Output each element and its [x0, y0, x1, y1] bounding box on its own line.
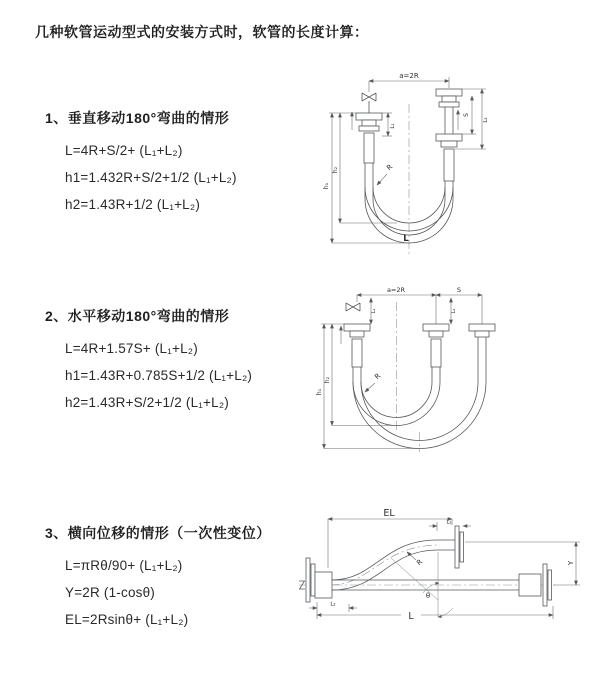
dimension-l1	[382, 113, 396, 136]
dimension-s	[462, 89, 486, 134]
dim-label-h1: h₁	[316, 388, 323, 396]
dimension-h1	[316, 324, 419, 449]
angle-label: θ	[425, 592, 431, 600]
section-lateral-displacement	[45, 523, 337, 633]
section-1-formulas	[65, 137, 337, 218]
valve-icon	[362, 81, 376, 113]
section-2-heading: 2、水平移动180°弯曲的情形	[45, 308, 230, 324]
dim-label-l2: L₂	[330, 601, 336, 608]
diagram-lateral-displacement	[297, 500, 599, 660]
formula-line: h1=1.43R+0.785S+1/2 (L₁+L₂)	[65, 368, 253, 383]
dim-label-h2: h₂	[324, 376, 331, 384]
radius-label: R	[385, 162, 395, 173]
left-fitting	[344, 324, 370, 382]
left-fitting	[356, 113, 382, 199]
formula-line: L=4R+S/2+ (L₁+L₂)	[65, 143, 183, 158]
dimension-l1	[429, 520, 471, 532]
dim-label-l1: L₁	[446, 519, 452, 526]
right-flange-original	[519, 564, 552, 606]
dimension-a2r	[357, 286, 436, 295]
formula-line: EL=2Rsinθ+ (L₁+L₂)	[65, 612, 189, 627]
right-fitting	[436, 89, 462, 199]
dim-label-s: S	[456, 286, 462, 294]
dim-label-l1: L₁	[390, 123, 396, 129]
dimension-h1	[323, 113, 409, 243]
radius-callout	[407, 552, 424, 567]
dimension-l1	[371, 298, 377, 324]
moved-fitting	[469, 324, 495, 382]
length-label: L	[403, 234, 409, 244]
radius-label: R	[373, 371, 383, 382]
formula-line: h2=1.43R+S/2+1/2 (L₁+L₂)	[65, 395, 229, 410]
dim-label-h2: h₂	[332, 166, 339, 174]
section-2-formulas	[65, 335, 337, 416]
section-horizontal-movement	[45, 306, 337, 416]
dimension-s	[436, 286, 482, 324]
formula-line: L=πRθ/90+ (L₁+L₂)	[65, 558, 183, 573]
radius-callout	[377, 163, 394, 185]
section-1-heading: 1、垂直移动180°弯曲的情形	[45, 110, 230, 126]
dim-label-s: S	[463, 113, 470, 117]
dim-label-a2r: a=2R	[399, 72, 419, 80]
dim-label-y: Y	[567, 560, 575, 566]
formula-line: h1=1.432R+S/2+1/2 (L₁+L₂)	[65, 170, 237, 185]
dimension-l	[317, 602, 553, 622]
flange-displaced	[455, 526, 464, 568]
hose-s-curve	[332, 540, 455, 590]
middle-fitting	[423, 324, 449, 382]
diagram-vertical-180-bend	[312, 68, 547, 265]
dim-label-h1: h₁	[323, 182, 330, 190]
page-title: 几种软管运动型式的安装方式时，软管的长度计算：	[35, 24, 369, 40]
valve-icon	[346, 295, 360, 311]
formula-line: h2=1.43R+1/2 (L₁+L₂)	[65, 197, 201, 212]
section-vertical-movement	[45, 108, 337, 218]
dim-label-l1: L₁	[371, 308, 377, 314]
formula-line: L=4R+1.57S+ (L₁+L₂)	[65, 341, 198, 356]
diagram-horizontal-180-bend	[303, 282, 595, 469]
dim-label-l2: L₂	[483, 117, 489, 123]
section-3-heading: 3、横向位移的情形（一次性变位）	[45, 525, 271, 541]
dimension-el	[328, 508, 452, 568]
dimension-l2	[451, 298, 457, 324]
formula-line: Y=2R (1-cosθ)	[65, 585, 156, 600]
dimension-l2	[309, 602, 357, 613]
radius-label: R	[415, 557, 425, 568]
dim-label-l2: L₂	[451, 308, 457, 314]
radius-callout	[365, 372, 382, 392]
dimension-a2r	[369, 72, 449, 88]
dim-label-l: L	[408, 611, 414, 622]
dim-label-el: EL	[383, 508, 395, 519]
dim-label-a2r: a=2R	[386, 286, 406, 294]
